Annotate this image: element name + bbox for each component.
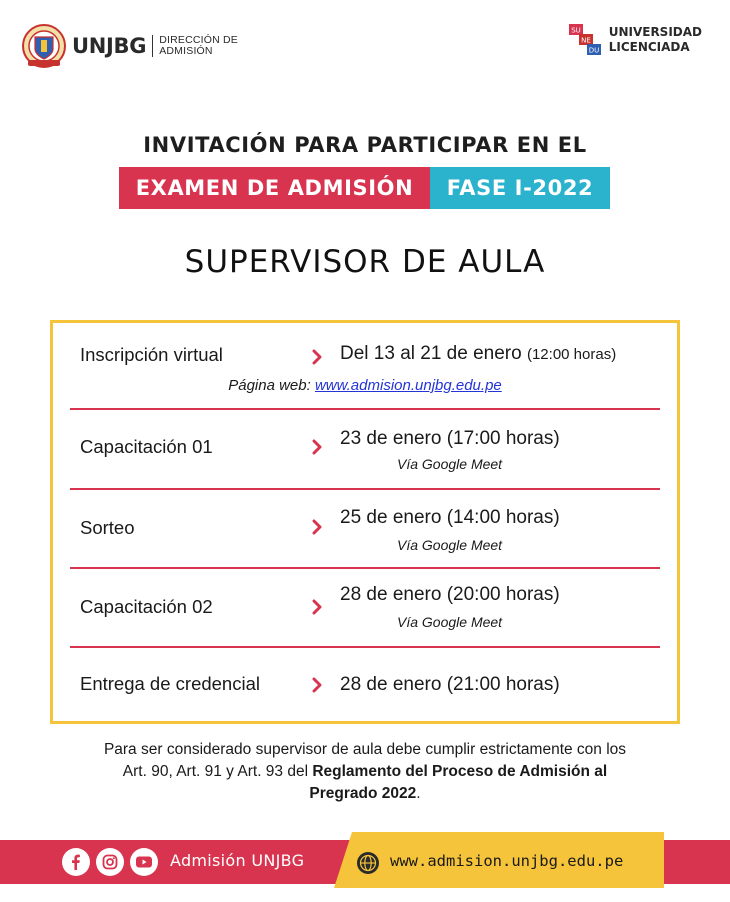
social-handle[interactable]: Admisión UNJBG: [170, 851, 305, 870]
sunedu-logo: [567, 22, 702, 58]
activity-date: 25 de enero (14:00 horas): [340, 507, 560, 528]
footer-bar: [0, 840, 730, 884]
activity-label: Sorteo: [80, 517, 135, 538]
social-icons: [62, 848, 158, 876]
sunedu-du: DU: [588, 46, 599, 55]
website-link[interactable]: www.admision.unjbg.edu.pe: [314, 377, 502, 394]
chevron-right-icon: [311, 349, 323, 365]
requirements-note: Para ser considerado supervisor de aula debe cumplir estrictamente con los Art. 90, Art. 91 y Art. 93 del Reglamento del Proceso de Admisión al Pregrado 2022.: [103, 741, 627, 802]
chevron-right-icon: [311, 677, 323, 693]
direction-label: DIRECCIÓN DE ADMISIÓN: [152, 35, 238, 57]
brand-name: UNJBG: [72, 34, 147, 58]
university-crest-icon: [22, 22, 66, 70]
chevron-right-icon: [311, 519, 323, 535]
activity-label: Inscripción virtual: [80, 344, 223, 365]
instagram-icon[interactable]: [96, 848, 124, 876]
sunedu-su: SU: [570, 26, 581, 35]
activity-label: Capacitación 01: [80, 436, 213, 457]
divider: [70, 646, 660, 648]
activity-date: 28 de enero (21:00 horas): [340, 674, 560, 695]
facebook-icon[interactable]: [62, 848, 90, 876]
role-title: SUPERVISOR DE AULA: [184, 244, 546, 280]
footer-website-link[interactable]: www.admision.unjbg.edu.pe: [390, 852, 624, 870]
divider: [70, 408, 660, 410]
activity-date: 28 de enero (20:00 horas): [340, 584, 560, 605]
activity-via: Vía Google Meet: [397, 614, 503, 630]
globe-icon: [356, 851, 380, 875]
divider: [70, 488, 660, 490]
website-line: Página web: www.admision.unjbg.edu.pe: [228, 377, 502, 394]
banner-exam-label: EXAMEN DE ADMISIÓN: [119, 167, 430, 209]
chevron-right-icon: [311, 599, 323, 615]
unjbg-logo: [22, 22, 238, 70]
sunedu-ne: NE: [580, 36, 591, 45]
licensed-label: UNIVERSIDAD LICENCIADA: [608, 25, 702, 54]
schedule-box: [50, 320, 680, 724]
activity-via: Vía Google Meet: [397, 456, 503, 472]
divider: [70, 567, 660, 569]
sunedu-icon: [567, 22, 603, 58]
activity-date: 23 de enero (17:00 horas): [340, 428, 560, 449]
activity-label: Entrega de credencial: [80, 673, 260, 694]
header: [22, 16, 702, 76]
activity-label: Capacitación 02: [80, 596, 213, 617]
chevron-right-icon: [311, 439, 323, 455]
banner-phase-label: FASE I-2022: [430, 167, 610, 209]
exam-banner: [119, 167, 610, 209]
activity-via: Vía Google Meet: [397, 537, 503, 553]
activity-date: Del 13 al 21 de enero (12:00 horas): [340, 343, 617, 364]
invitation-heading: INVITACIÓN PARA PARTICIPAR EN EL: [143, 133, 587, 157]
youtube-icon[interactable]: [130, 848, 158, 876]
